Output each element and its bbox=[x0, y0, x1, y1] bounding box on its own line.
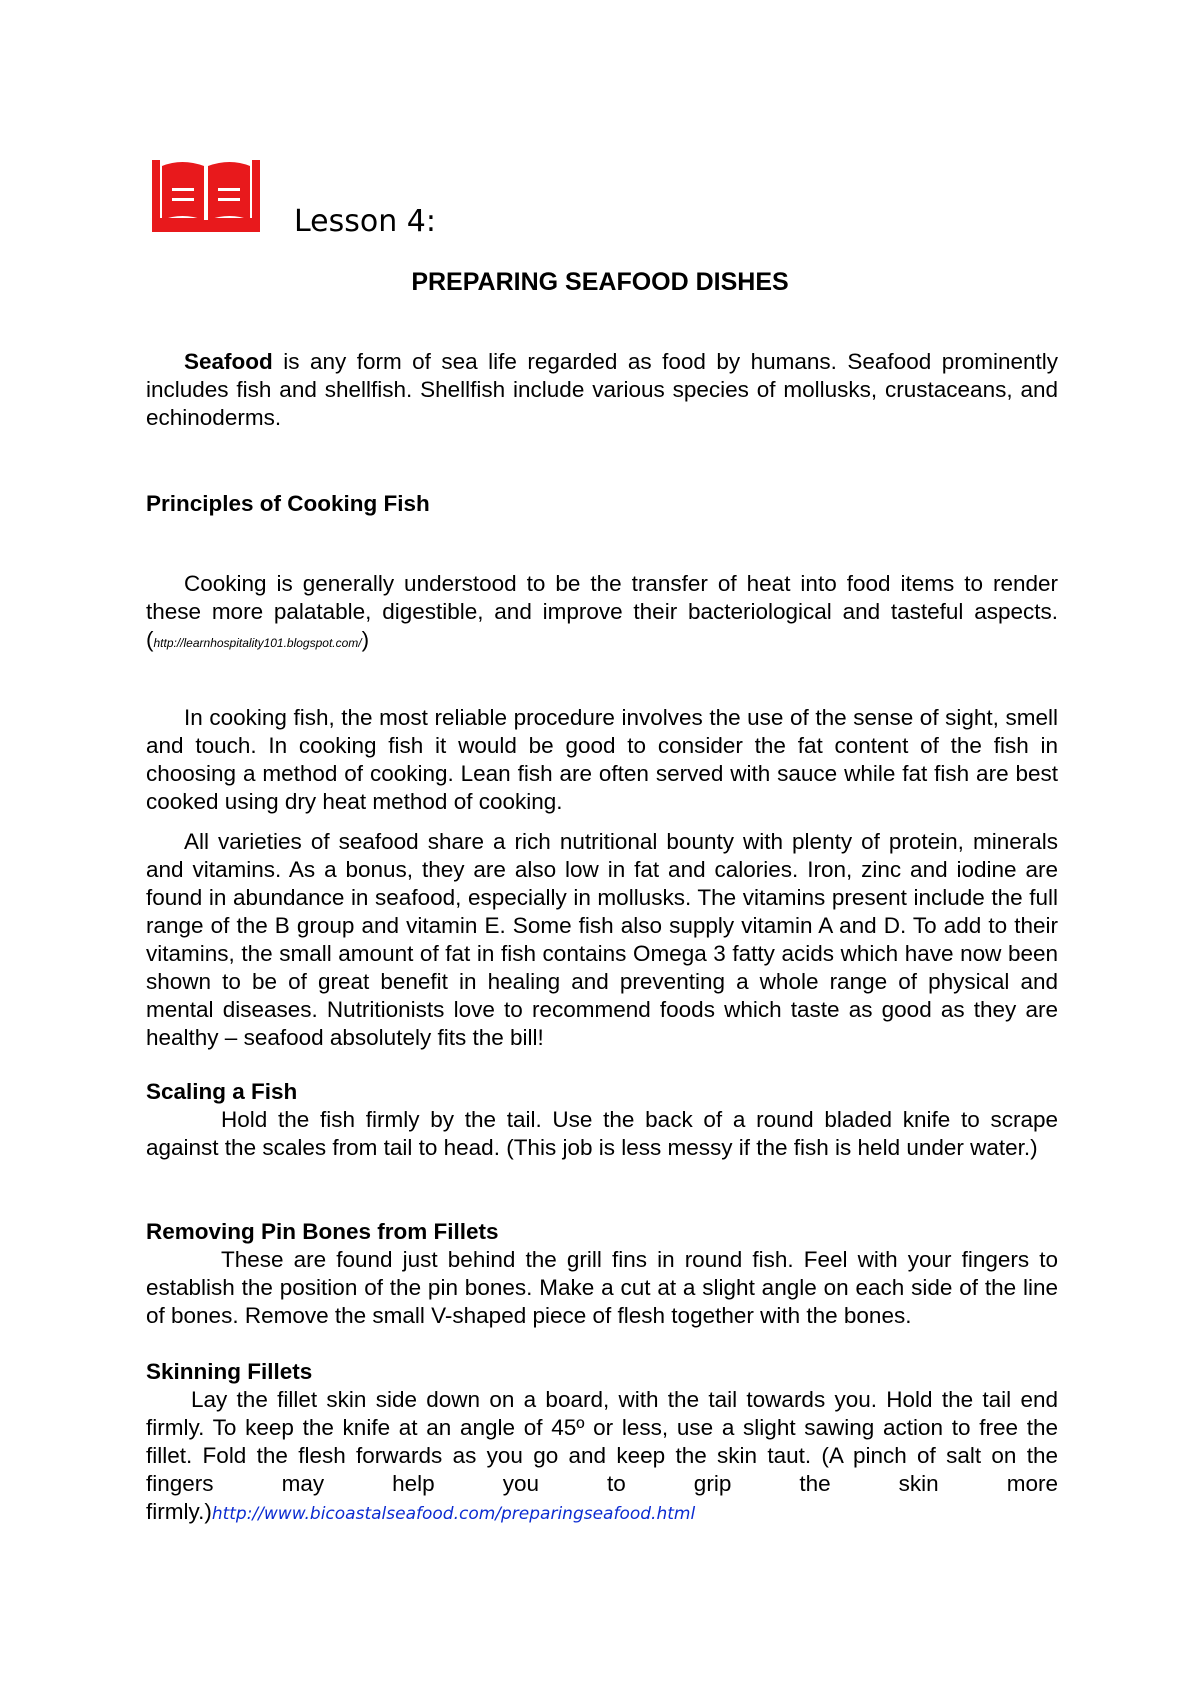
lesson-header bbox=[152, 160, 552, 240]
principles-text-1: Cooking is generally understood to be the transfer of heat into food items to render these more palatable, digestible, and improve their bacteriological and tasteful aspects. bbox=[146, 571, 1058, 624]
principles-paragraph-2-block bbox=[146, 704, 1058, 816]
intro-text: is any form of sea life regarded as food by humans. Seafood prominently includes fish and shellfish. Shellfish include various species of mollusks, crustaceans, and echinoderms. bbox=[146, 349, 1058, 430]
principles-paragraph-3-block bbox=[146, 828, 1058, 1052]
pin-bones-text: These are found just behind the grill fins in round fish. Feel with your fingers to establish the position of the pin bones. Make a cut at a slight angle on each side of the line of bones. Remove the small V-shaped piece of flesh together with the bones. bbox=[146, 1247, 1058, 1328]
citation-open: ( bbox=[146, 627, 154, 652]
document-title: PREPARING SEAFOOD DISHES bbox=[411, 268, 789, 296]
skinning-text: Lay the fillet skin side down on a board, with the tail towards you. Hold the tail end firmly. To keep the knife at an angle of 45º or less, use a slight sawing action to free the fillet. Fold the flesh forwards as you go and keep the skin taut. (A pinch of salt on the fingers may help you to grip the skin more bbox=[146, 1387, 1058, 1496]
principles-paragraph-3: All varieties of seafood share a rich nutritional bounty with plenty of protein, minerals and vitamins. As a bonus, they are also low in fat and calories. Iron, zinc and iodine are found in abundance in seafood, especially in mollusks. The vitamins present include the full range of the B group and vitamin E. Some fish also supply vitamin A and D. To add to their vitamins, the small amount of fat in fish contains Omega 3 fatty acids which have now been shown to be of great benefit in healing and preventing a whole range of physical and mental diseases. Nutritionists love to recommend foods which taste as good as they are healthy – seafood absolutely fits the bill! bbox=[146, 829, 1058, 1050]
principles-heading-block bbox=[146, 490, 1058, 518]
citation-link-1[interactable]: http://learnhospitality101.blogspot.com/ bbox=[153, 636, 362, 650]
open-book-icon bbox=[152, 160, 260, 232]
skinning-text-end bbox=[146, 1498, 1058, 1528]
principles-paragraph-1 bbox=[146, 570, 1058, 657]
pin-bones-section bbox=[146, 1218, 1058, 1330]
citation-close: ) bbox=[361, 627, 370, 652]
skinning-heading: Skinning Fillets bbox=[146, 1359, 313, 1384]
scaling-section bbox=[146, 1078, 1058, 1162]
lesson-label: Lesson 4: bbox=[294, 204, 437, 239]
pin-bones-heading: Removing Pin Bones from Fillets bbox=[146, 1219, 499, 1244]
principles-heading: Principles of Cooking Fish bbox=[146, 491, 430, 516]
citation-link-2[interactable]: http://www.bicoastalseafood.com/preparingseafood.html bbox=[211, 1504, 696, 1524]
scaling-heading: Scaling a Fish bbox=[146, 1079, 298, 1104]
scaling-text: Hold the fish firmly by the tail. Use the back of a round bladed knife to scrape against the scales from tail to head. (This job is less messy if the fish is held under water.) bbox=[146, 1107, 1058, 1160]
principles-paragraph-1-block bbox=[146, 570, 1058, 657]
principles-paragraph-2: In cooking fish, the most reliable procedure involves the use of the sense of sight, smell and touch. In cooking fish it would be good to consider the fat content of the fish in choosing a method of cooking. Lean fish are often served with sauce while fat fish are best cooked using dry heat method of cooking. bbox=[146, 705, 1058, 814]
skinning-section bbox=[146, 1358, 1058, 1528]
intro-term: Seafood bbox=[184, 349, 273, 374]
skinning-text-final: firmly.) bbox=[146, 1499, 212, 1524]
intro-section bbox=[146, 348, 1058, 432]
intro-paragraph bbox=[146, 348, 1058, 432]
